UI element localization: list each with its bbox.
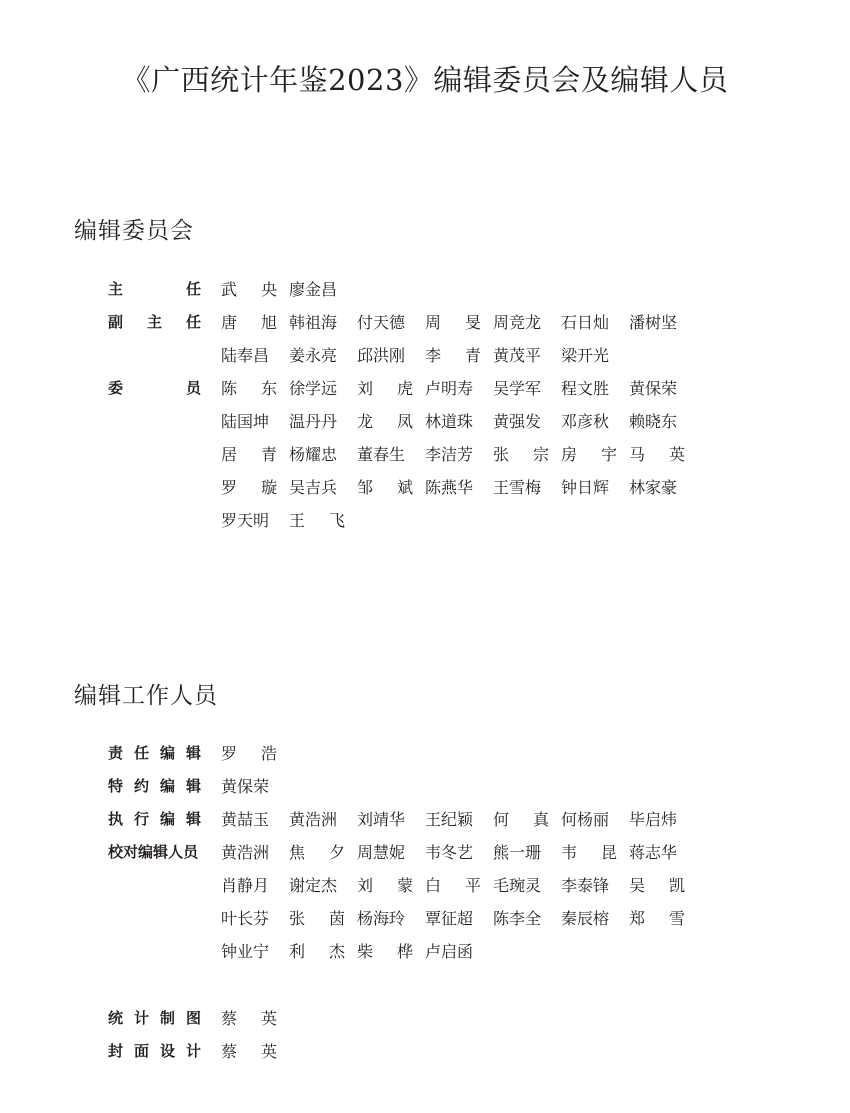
role-label: 副 主 任 [108,313,201,331]
person-name: 董春生 [357,445,406,464]
name-row [0,770,850,803]
name-row [0,471,850,504]
person-name: 蔡 英 [221,1009,277,1028]
person-name: 梁开光 [561,346,610,365]
person-name: 吴学军 [493,379,542,398]
person-name: 赖晓东 [629,412,678,431]
person-name: 毕启炜 [629,810,678,829]
person-name: 李泰锋 [561,876,610,895]
person-name: 秦辰榕 [561,909,610,928]
name-row [0,935,850,968]
person-name: 周竞龙 [493,313,542,332]
person-name: 陈燕华 [425,478,474,497]
person-name: 廖金昌 [289,280,338,299]
person-name: 付天德 [357,313,406,332]
person-name: 刘靖华 [357,810,406,829]
person-name: 陆国坤 [221,412,270,431]
role-label: 校 对 编 辑 人 员 [108,843,199,861]
person-name: 刘 虎 [357,379,413,398]
person-name: 徐学远 [289,379,338,398]
person-name: 卢启函 [425,942,474,961]
person-name: 郑 雪 [629,909,685,928]
person-name: 邱洪刚 [357,346,406,365]
person-name: 罗 璇 [221,478,277,497]
person-name: 姜永亮 [289,346,338,365]
role-label: 委 员 [108,379,201,397]
role-label: 统 计 制 图 [108,1009,201,1027]
person-name: 黄浩洲 [221,843,270,862]
person-name: 周慧妮 [357,843,406,862]
name-row [0,372,850,405]
person-name: 黄强发 [493,412,542,431]
person-name: 武 央 [221,280,277,299]
person-name: 黄保荣 [629,379,678,398]
name-row [0,869,850,902]
person-name: 何 真 [493,810,549,829]
person-name: 覃征超 [425,909,474,928]
name-row [0,1002,850,1035]
name-row [0,273,850,306]
person-name: 张 茵 [289,909,345,928]
person-name: 钟日辉 [561,478,610,497]
name-row [0,902,850,935]
person-name: 何杨丽 [561,810,610,829]
person-name: 韦 昆 [561,843,617,862]
role-label: 执 行 编 辑 [108,810,201,828]
role-label: 责 任 编 辑 [108,744,201,762]
name-row [0,504,850,537]
person-name: 黄浩洲 [289,810,338,829]
role-label: 主 任 [108,280,201,298]
person-name: 陆奉昌 [221,346,270,365]
person-name: 毛琬灵 [493,876,542,895]
person-name: 林家豪 [629,478,678,497]
person-name: 吴吉兵 [289,478,338,497]
person-name: 周 旻 [425,313,481,332]
person-name: 李洁芳 [425,445,474,464]
person-name: 柴 桦 [357,942,413,961]
person-name: 卢明寿 [425,379,474,398]
person-name: 石日灿 [561,313,610,332]
staff-heading: 编辑工作人员 [74,683,218,709]
name-row [0,339,850,372]
role-label: 特 约 编 辑 [108,777,201,795]
person-name: 房 宇 [561,445,617,464]
person-name: 韦冬艺 [425,843,474,862]
person-name: 李 青 [425,346,481,365]
person-name: 王雪梅 [493,478,542,497]
person-name: 邹 斌 [357,478,413,497]
person-name: 吴 凯 [629,876,685,895]
name-row [0,306,850,339]
person-name: 潘树坚 [629,313,678,332]
person-name: 白 平 [425,876,481,895]
person-name: 肖静月 [221,876,270,895]
person-name: 张 宗 [493,445,549,464]
person-name: 罗天明 [221,511,270,530]
committee-heading: 编辑委员会 [74,218,194,244]
person-name: 钟业宁 [221,942,270,961]
person-name: 居 青 [221,445,277,464]
person-name: 利 杰 [289,942,345,961]
person-name: 叶长芬 [221,909,270,928]
name-row [0,803,850,836]
person-name: 王纪颖 [425,810,474,829]
person-name: 罗 浩 [221,744,277,763]
page-title: 《广西统计年鉴2023》编辑委员会及编辑人员 [121,63,729,97]
person-name: 陈 东 [221,379,277,398]
person-name: 黄喆玉 [221,810,270,829]
person-name: 杨海玲 [357,909,406,928]
person-name: 马 英 [629,445,685,464]
name-row [0,405,850,438]
person-name: 陈李全 [493,909,542,928]
person-name: 谢定杰 [289,876,338,895]
person-name: 蒋志华 [629,843,678,862]
name-row [0,438,850,471]
person-name: 唐 旭 [221,313,277,332]
name-row [0,737,850,770]
person-name: 杨耀忠 [289,445,338,464]
person-name: 程文胜 [561,379,610,398]
name-row [0,1035,850,1068]
person-name: 韩祖海 [289,313,338,332]
person-name: 温丹丹 [289,412,338,431]
person-name: 焦 夕 [289,843,345,862]
person-name: 黄保荣 [221,777,270,796]
person-name: 王 飞 [289,511,345,530]
person-name: 林道珠 [425,412,474,431]
person-name: 熊一珊 [493,843,542,862]
person-name: 蔡 英 [221,1042,277,1061]
person-name: 龙 凤 [357,412,413,431]
role-label: 封 面 设 计 [108,1042,201,1060]
person-name: 刘 蒙 [357,876,413,895]
person-name: 邓彦秋 [561,412,610,431]
person-name: 黄茂平 [493,346,542,365]
name-row [0,836,850,869]
